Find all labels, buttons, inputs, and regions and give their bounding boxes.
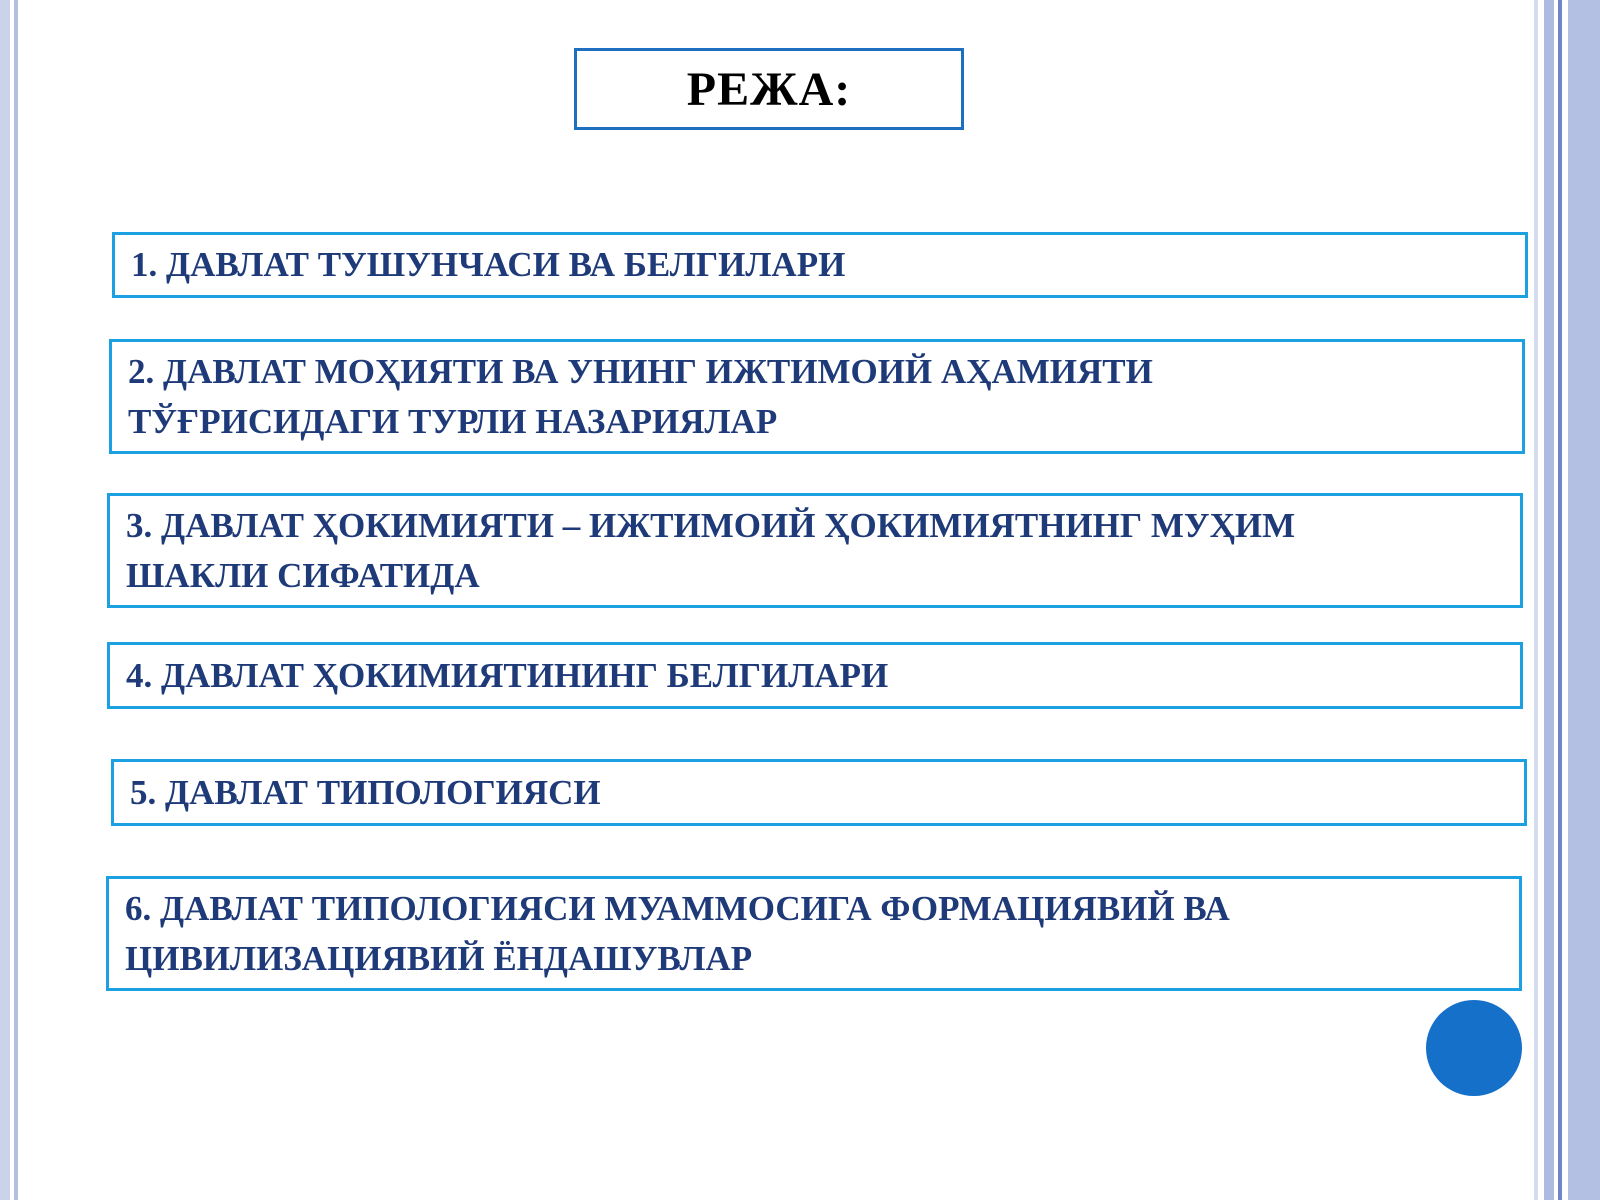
decorative-circle	[1426, 1000, 1522, 1096]
plan-item-4	[107, 642, 1523, 709]
plan-item-6	[106, 876, 1522, 991]
plan-item-label: 1. ДАВЛАТ ТУШУНЧАСИ ВА БЕЛГИЛАРИ	[131, 245, 846, 284]
left-frame-band	[0, 0, 10, 1200]
plan-item-3	[107, 493, 1523, 608]
plan-item-label: 6. ДАВЛАТ ТИПОЛОГИЯСИ МУАММОСИГА ФОРМАЦИЯВИЙ ВА ЦИВИЛИЗАЦИЯВИЙ ЁНДАШУВЛАР	[125, 888, 1230, 978]
slide-title-box	[574, 48, 964, 130]
plan-item-label: 4. ДАВЛАТ ҲОКИМИЯТИНИНГ БЕЛГИЛАРИ	[126, 655, 889, 695]
border-stripe	[1568, 0, 1600, 1200]
plan-item-label: 5. ДАВЛАТ ТИПОЛОГИЯСИ	[130, 772, 601, 812]
slide-title: РЕЖА:	[686, 62, 852, 116]
plan-item-2	[109, 339, 1525, 454]
border-stripe	[1544, 0, 1554, 1200]
plan-item-5	[111, 759, 1527, 826]
plan-item-label: 2. ДАВЛАТ МОҲИЯТИ ВА УНИНГ ИЖТИМОИЙ АҲАМИЯТИ ТЎҒРИСИДАГИ ТУРЛИ НАЗАРИЯЛАР	[128, 351, 1153, 441]
right-decorative-border	[1534, 0, 1600, 1200]
plan-item-1	[112, 232, 1528, 298]
plan-item-label: 3. ДАВЛАТ ҲОКИМИЯТИ – ИЖТИМОИЙ ҲОКИМИЯТНИНГ МУҲИМ ШАКЛИ СИФАТИДА	[126, 505, 1296, 595]
left-frame-line	[14, 0, 18, 1200]
